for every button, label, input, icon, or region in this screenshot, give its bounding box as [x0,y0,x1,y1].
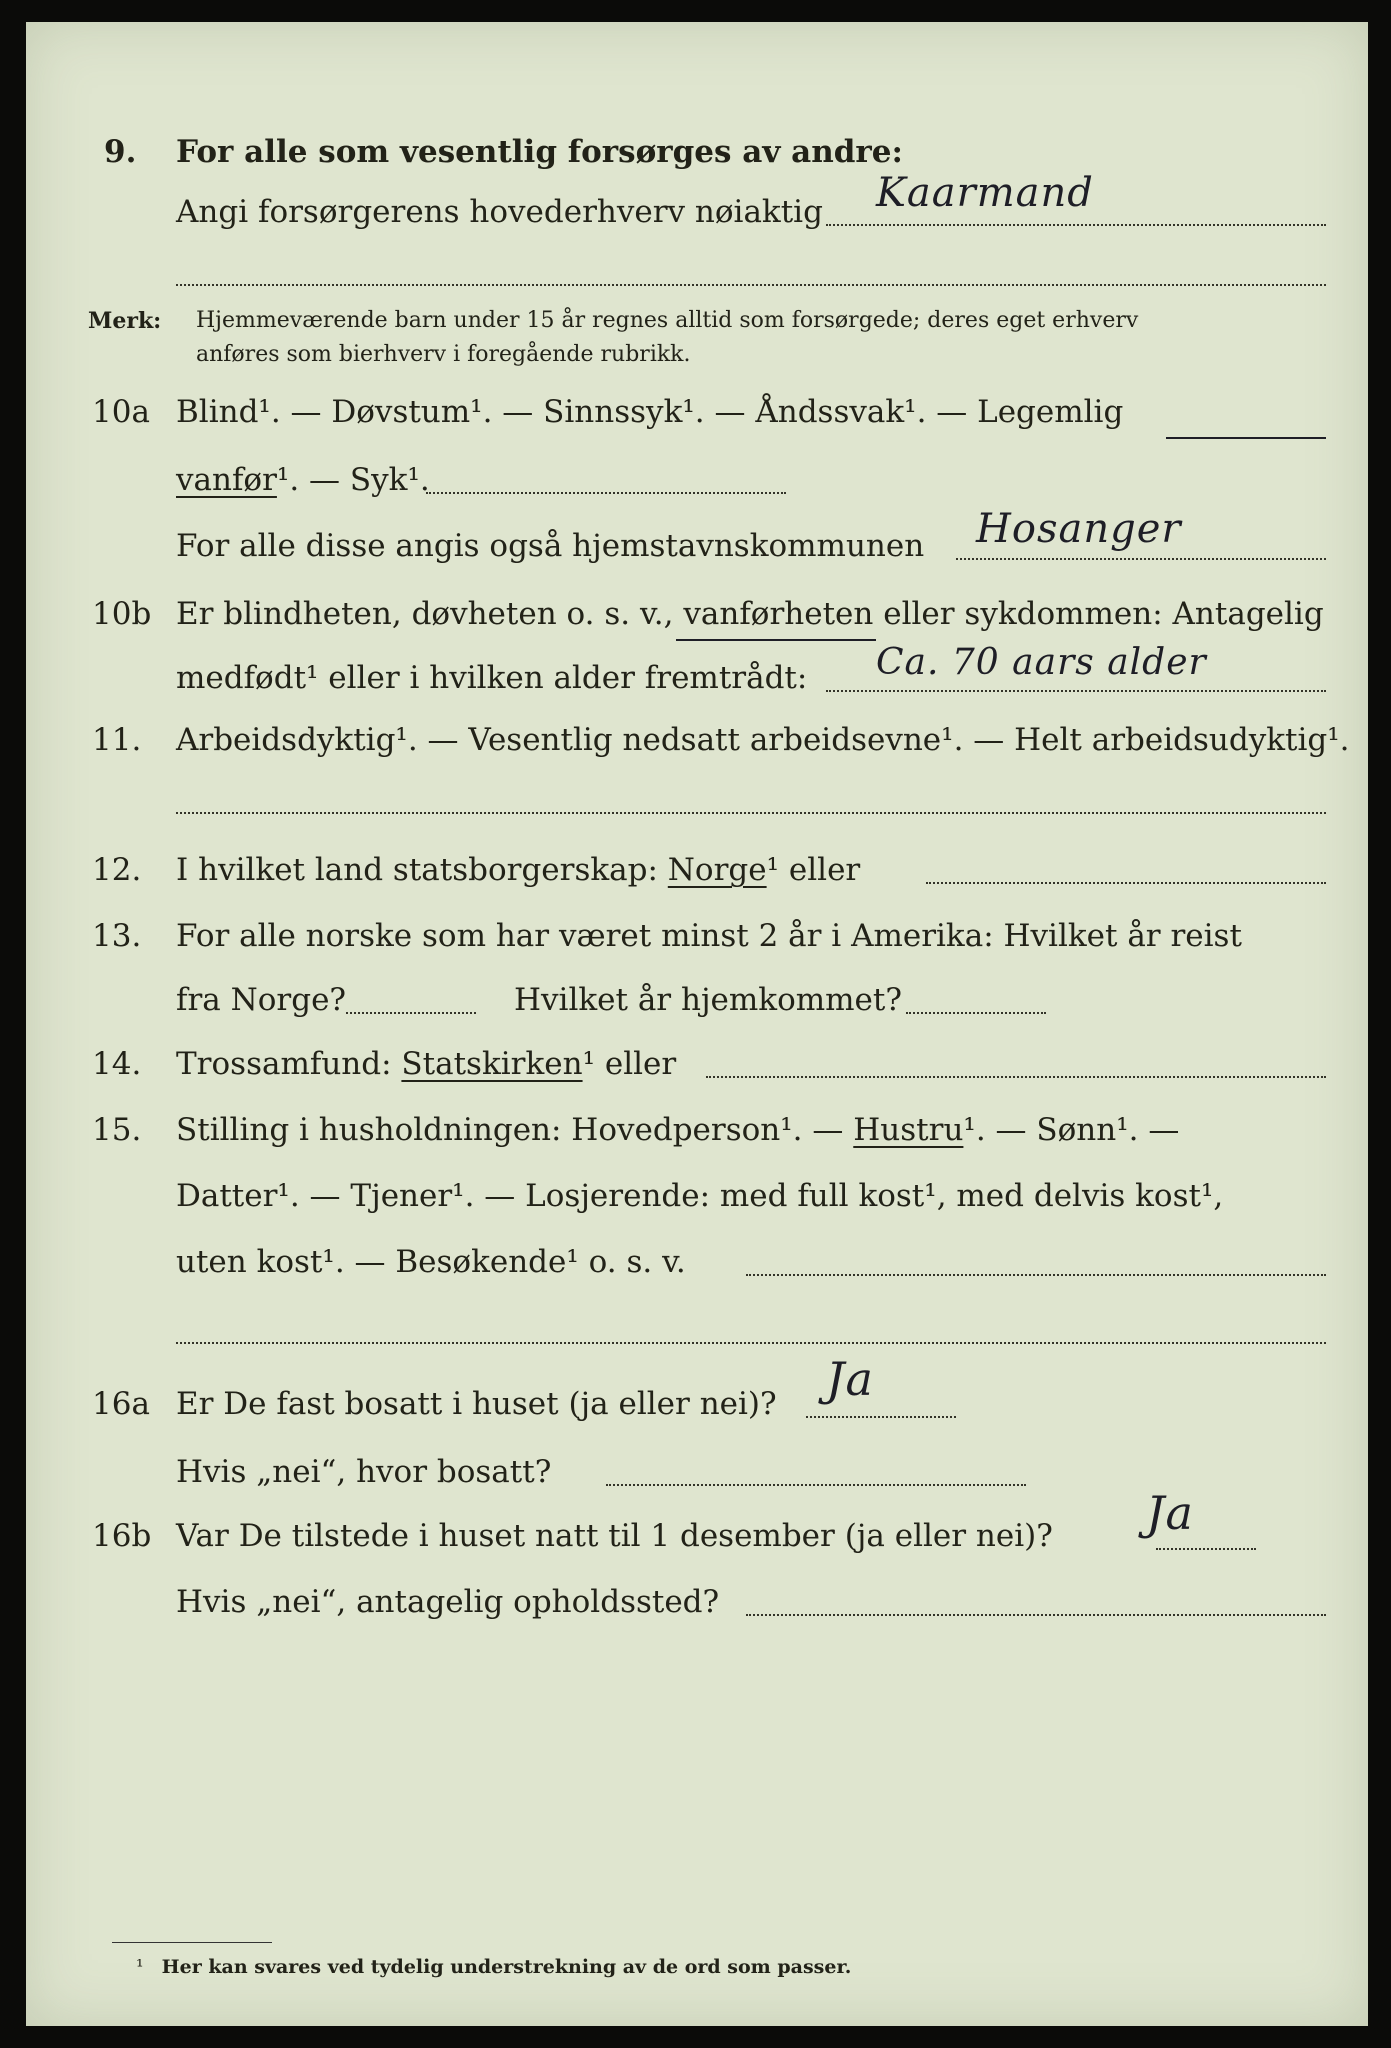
legemlig-underline [1166,437,1326,439]
q10b-answer-line [826,690,1326,692]
q10b-handwritten-answer: Ca. 70 aars alder [876,642,1207,683]
q15-line2: Datter¹. — Tjener¹. — Losjerende: med full kost¹, med delvis kost¹, [176,1178,1224,1214]
q10a-handwritten-answer: Hosanger [976,506,1182,552]
q16b-line2: Hvis „nei“, antagelig opholdssted? [176,1584,720,1620]
q14-answer-line [706,1076,1326,1078]
q12-prefix: I hvilket land statsborgerskap: [176,852,658,888]
q16b-opholdssted-line [746,1614,1326,1616]
q15-line1-suffix: ¹. — Sønn¹. — [963,1112,1180,1148]
q16a-handwritten-answer: Ja [826,1352,874,1406]
question-number-13: 13. [92,918,142,954]
q16a-bosatt-line [606,1484,1026,1486]
norge-underlined: Norge [667,852,767,888]
q14-line [176,1046,676,1082]
q15-line3: uten kost¹. — Besøkende¹ o. s. v. [176,1244,686,1280]
q9-extra-line [176,284,1326,286]
q13-reist-line [346,1012,476,1014]
vanfor-underlined: vanfør [176,462,277,498]
q9-line2: Angi forsørgerens hovederhverv nøiaktig [176,194,823,230]
question-number-11: 11. [92,722,142,758]
question-number-10a: 10a [92,394,150,430]
q13-hjemkommet-line [906,1012,1046,1014]
question-number-16a: 16a [92,1386,150,1422]
q16a-line2: Hvis „nei“, hvor bosatt? [176,1454,552,1490]
statskirken-underlined: Statskirken [401,1046,583,1082]
q14-prefix: Trossamfund: [176,1046,392,1082]
q12-line [176,852,860,888]
q16b-handwritten-answer: Ja [1146,1486,1194,1540]
question-number-16b: 16b [92,1518,152,1554]
q9-answer-line [826,224,1326,226]
question-number-10b: 10b [92,596,152,632]
q11-extra-line [176,812,1326,814]
q9-line1: For alle som vesentlig forsørges av andre: [176,134,903,170]
q16a-line1: Er De fast bosatt i huset (ja eller nei)? [176,1386,777,1422]
census-form-page [26,22,1368,2026]
q10a-line2-rest: ¹. — Syk¹. [276,462,430,498]
question-number-9: 9. [104,134,137,170]
q14-suffix: ¹ eller [582,1046,677,1082]
q15-line1-prefix: Stilling i husholdningen: Hovedperson¹. — [176,1112,844,1148]
q10a-answer-line [956,558,1326,560]
q13-line2a: fra Norge? [176,982,347,1018]
q16b-answer-line [1156,1548,1256,1550]
question-number-12: 12. [92,852,142,888]
q15-answer-line [746,1274,1326,1276]
question-number-14: 14. [92,1046,142,1082]
q15-line1 [176,1112,1179,1148]
q10a-line3: For alle disse angis også hjemstavnskommunen [176,528,925,564]
q10b-line2: medfødt¹ eller i hvilken alder fremtrådt: [176,660,808,696]
q12-answer-line [926,882,1326,884]
q13-line1: For alle norske som har været minst 2 år i Amerika: Hvilket år reist [176,918,1242,954]
q16a-answer-line [806,1416,956,1418]
hustru-underlined: Hustru [853,1112,964,1148]
q15-extra-line [176,1342,1326,1344]
q13-line2b: Hvilket år hjemkommet? [514,982,902,1018]
footnote-rule [112,1942,272,1943]
merk-label: Merk: [88,308,162,334]
footnote-mark: ¹ [136,1956,144,1978]
q10b-line1: Er blindheten, døvheten o. s. v., vanførheten eller sykdommen: Antagelig [176,596,1324,632]
footnote-text: Her kan svares ved tydelig understrekning av de ord som passer. [161,1956,852,1978]
vanforheten-underline [676,639,876,641]
q10a-syk-line [426,492,786,494]
q10a-line1: Blind¹. — Døvstum¹. — Sinnssyk¹. — Åndssvak¹. — Legemlig [176,394,1124,430]
q11-line1: Arbeidsdyktig¹. — Vesentlig nedsatt arbeidsevne¹. — Helt arbeidsudyktig¹. [176,722,1350,758]
merk-line2: anføres som bierhverv i foregående rubrikk. [196,342,691,367]
q12-suffix: ¹ eller [766,852,861,888]
q10a-line2 [176,462,430,498]
footnote [136,1956,851,1978]
question-number-15: 15. [92,1112,142,1148]
merk-line1: Hjemmeværende barn under 15 år regnes alltid som forsørgede; deres eget erhverv [196,308,1139,333]
q16b-line1: Var De tilstede i huset natt til 1 desember (ja eller nei)? [176,1518,1053,1554]
q9-handwritten-answer: Kaarmand [876,170,1094,216]
